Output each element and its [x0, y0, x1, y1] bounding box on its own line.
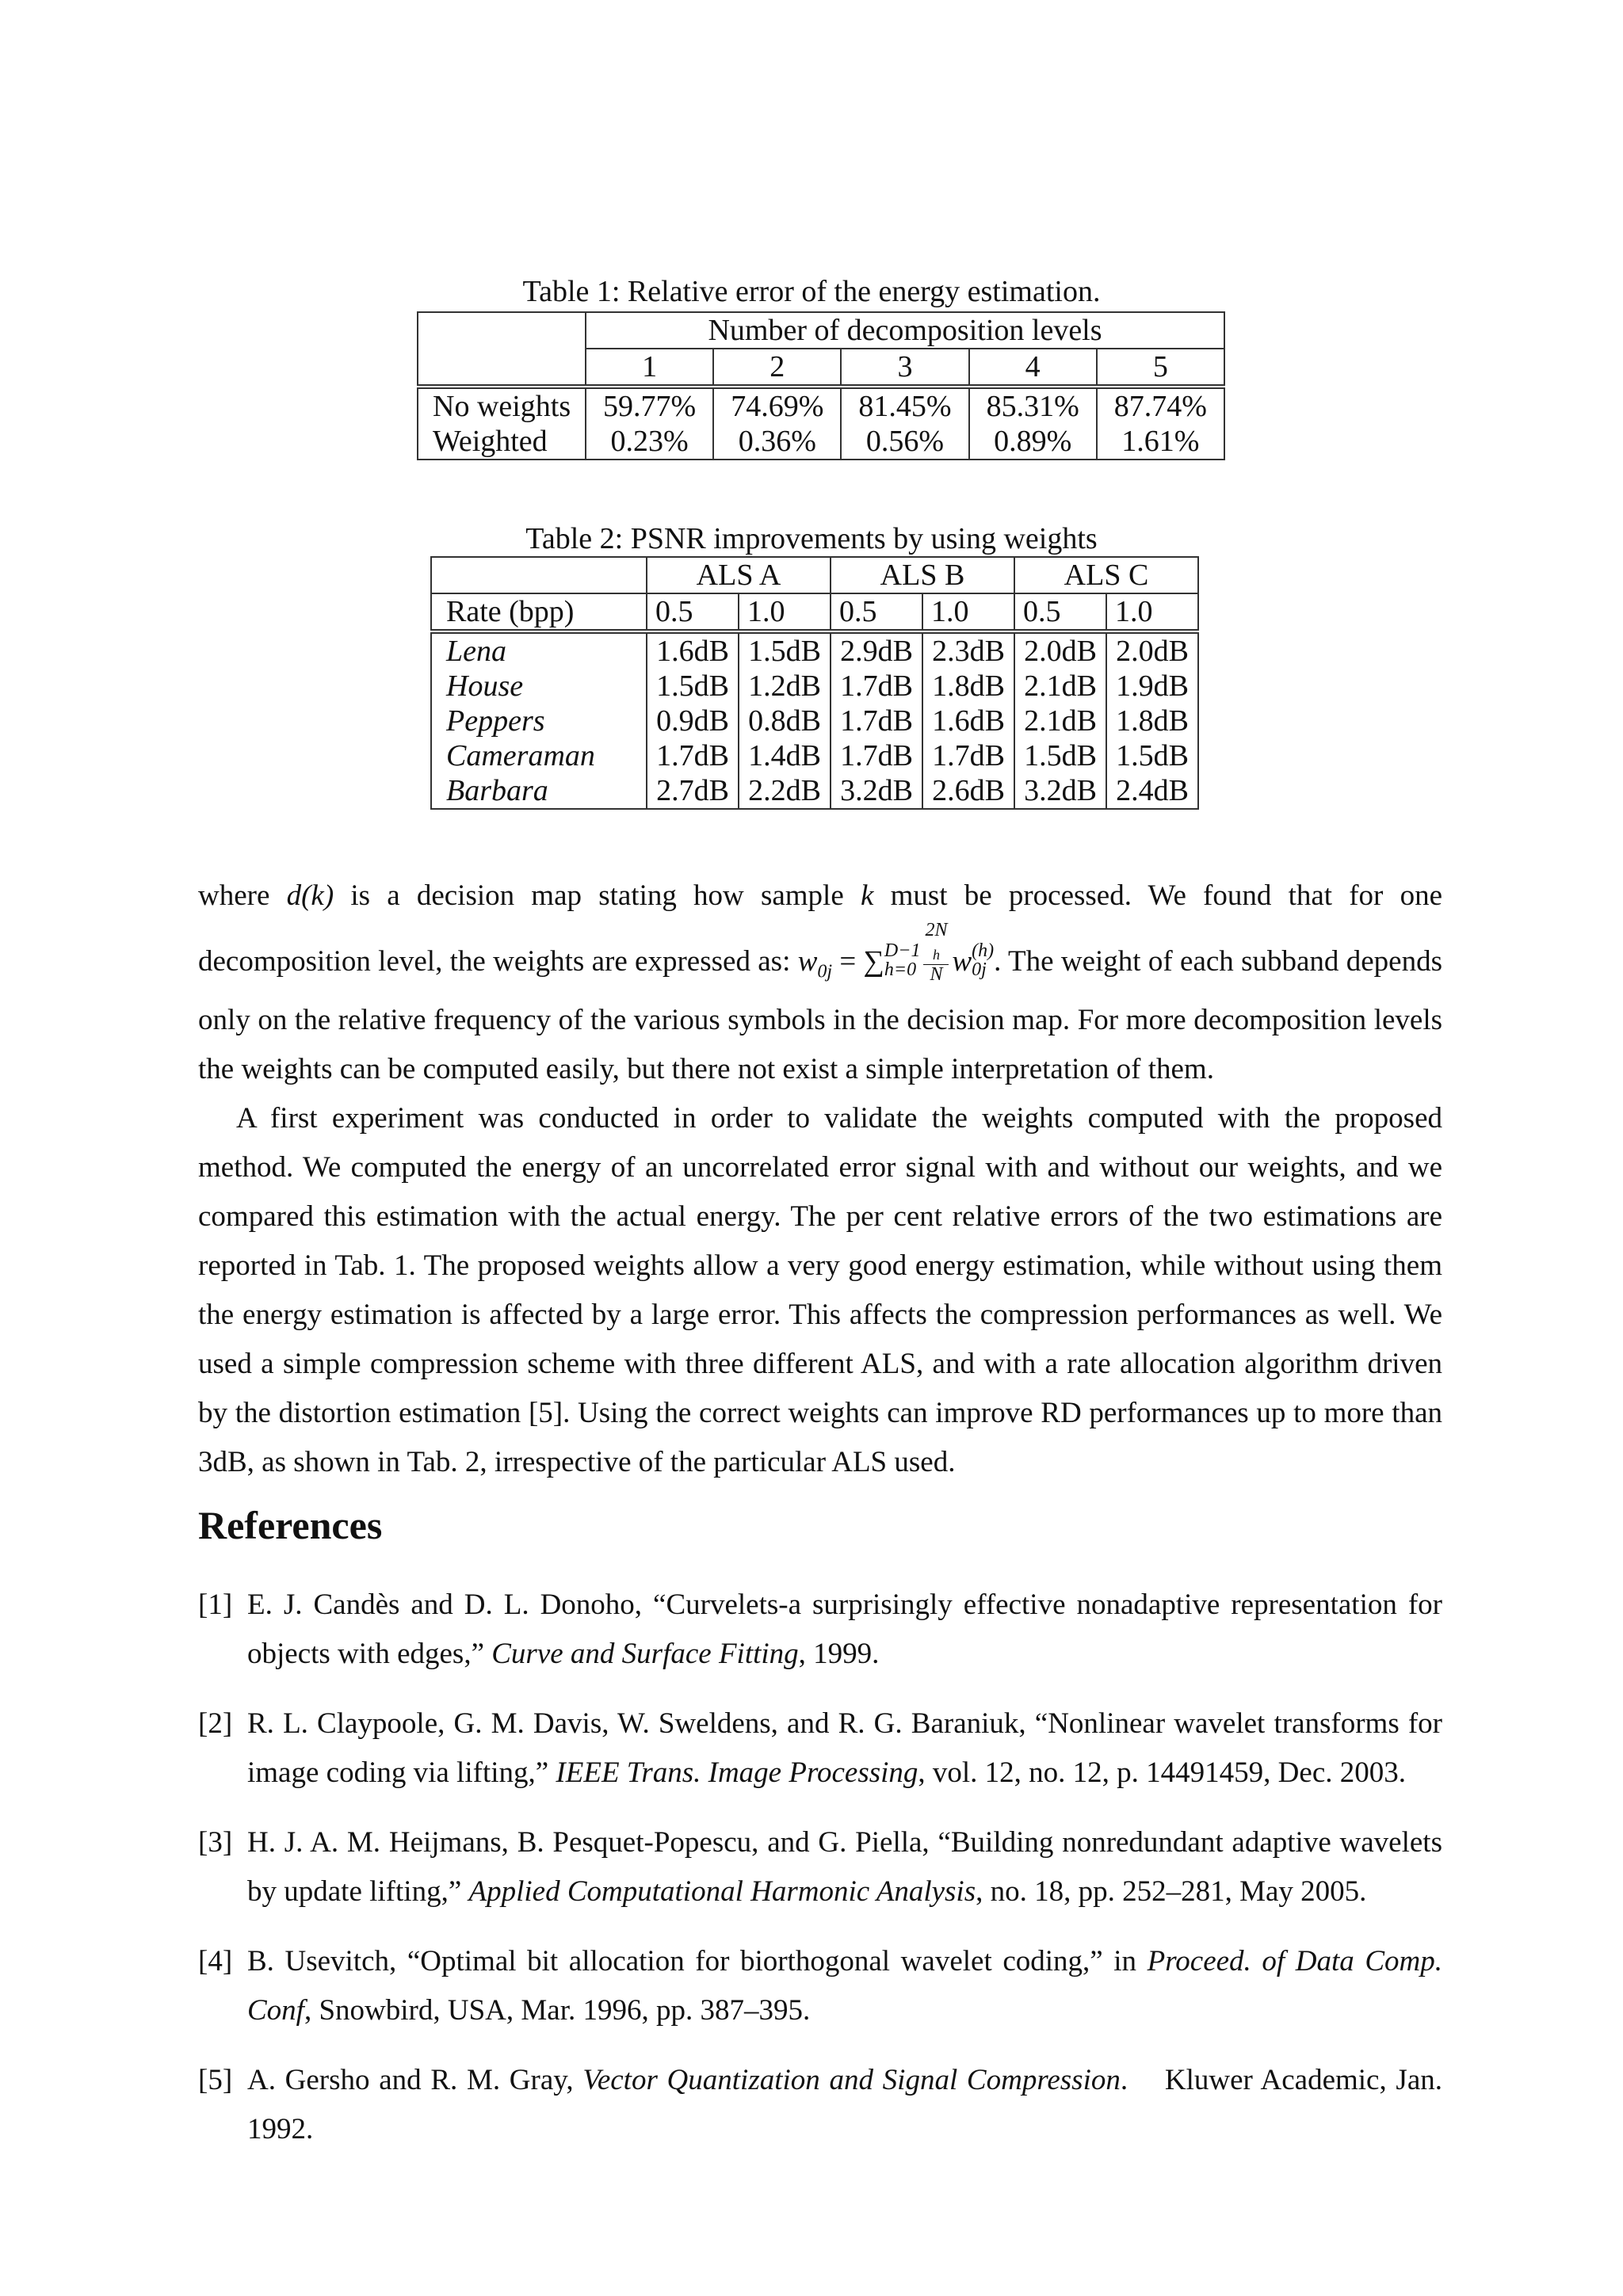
body-text	[198, 871, 1442, 1487]
reference-item	[198, 2056, 1450, 2154]
reference-item	[198, 1581, 1442, 1679]
table-cell: 2.9dB	[831, 631, 922, 669]
table1-caption: Table 1: Relative error of the energy estimation.	[522, 275, 1101, 308]
reference-item	[198, 1937, 1442, 2035]
table-row	[418, 387, 1224, 424]
fraction-denominator: N	[930, 963, 943, 985]
reference-authors-title: R. L. Claypoole, G. M. Davis, W. Sweldens, and R. G. Baraniuk, “Nonlinear wavelet transforms for image coding via lifting,”	[247, 1707, 1442, 1789]
table-cell: 1.7dB	[647, 738, 739, 773]
fraction-numerator	[923, 921, 949, 965]
table1-corner	[418, 312, 586, 387]
reference-details: , Snowbird, USA, Mar. 1996, pp. 387–395.	[304, 1994, 811, 2027]
reference-venue: Proceed. of Data Comp. Conf	[247, 1945, 1442, 2027]
row-label: Cameraman	[431, 738, 647, 773]
sum-upper: D−1	[884, 940, 921, 961]
table1-level: 5	[1097, 349, 1224, 387]
table-cell: 0.36%	[713, 424, 841, 460]
table-cell: 59.77%	[586, 387, 713, 424]
reference-number: [4]	[198, 1945, 233, 1978]
reference-authors-title: A. Gersho and R. M. Gray,	[247, 2064, 583, 2096]
table-cell: 2.3dB	[922, 631, 1014, 669]
table2-rate: 1.0	[739, 593, 831, 631]
table-cell: 74.69%	[713, 387, 841, 424]
weight-formula	[797, 920, 995, 985]
reference-authors-title: E. J. Candès and D. L. Donoho, “Curvelets-a surprisingly effective nonadaptive representation for objects with edges,”	[247, 1589, 1442, 1670]
table2-rate: 0.5	[831, 593, 922, 631]
references-heading: References	[198, 1503, 383, 1547]
formula-sub: 0j	[972, 959, 987, 980]
table2-rate: 0.5	[1014, 593, 1106, 631]
table-row	[431, 669, 1198, 704]
table2-rate: 0.5	[647, 593, 739, 631]
table2-group: ALS B	[831, 557, 1014, 593]
formula-sub: 0j	[817, 961, 833, 982]
formula-sup: (h)	[972, 940, 995, 961]
table-row	[431, 773, 1198, 809]
formula-part: 2N	[925, 920, 948, 940]
table-cell: 1.6dB	[647, 631, 739, 669]
row-label: Barbara	[431, 773, 647, 809]
table2-rate: 1.0	[922, 593, 1014, 631]
table-cell: 2.1dB	[1014, 704, 1106, 738]
formula-sub: h	[932, 946, 940, 963]
table1-level: 2	[713, 349, 841, 387]
table2-rate: 1.0	[1106, 593, 1198, 631]
table2-corner	[431, 557, 647, 593]
table2-group: ALS C	[1014, 557, 1198, 593]
text-run: must be processed. We found that for one decomposition level, the weights are expressed as:	[198, 879, 1442, 978]
reference-text	[247, 1699, 1442, 1798]
table-cell: 1.5dB	[647, 669, 739, 704]
table-cell: 1.5dB	[1106, 738, 1198, 773]
reference-number: [1]	[198, 1589, 233, 1621]
table-cell: 0.56%	[841, 424, 968, 460]
table-cell: 1.7dB	[831, 704, 922, 738]
reference-details: . Kluwer Academic, Jan. 1992.	[247, 2064, 1450, 2145]
table1	[417, 311, 1225, 460]
table-row	[431, 631, 1198, 669]
reference-details: , no. 18, pp. 252–281, May 2005.	[976, 1875, 1367, 1908]
table-cell: 1.7dB	[922, 738, 1014, 773]
references-list	[198, 1581, 1450, 2175]
reference-text	[247, 1581, 1442, 1679]
table-cell: 85.31%	[969, 387, 1097, 424]
table-row	[431, 738, 1198, 773]
table-cell: 1.4dB	[739, 738, 831, 773]
reference-details: , 1999.	[798, 1638, 880, 1670]
row-label: Weighted	[418, 424, 586, 460]
table2-caption: Table 2: PSNR improvements by using weights	[525, 522, 1098, 555]
reference-venue: IEEE Trans. Image Processing	[556, 1756, 918, 1789]
w-indices	[972, 941, 994, 979]
formula-part: w	[952, 944, 972, 978]
text-run: where	[198, 879, 287, 912]
table2-rate-label: Rate (bpp)	[431, 593, 647, 631]
table-cell: 2.7dB	[647, 773, 739, 809]
table-cell: 2.1dB	[1014, 669, 1106, 704]
sum-lower: h=0	[884, 959, 917, 980]
table-cell: 1.61%	[1097, 424, 1224, 460]
table-cell: 1.5dB	[739, 631, 831, 669]
table-cell: 2.0dB	[1106, 631, 1198, 669]
table-cell: 0.9dB	[647, 704, 739, 738]
reference-item	[198, 1699, 1442, 1798]
table1-level: 3	[841, 349, 968, 387]
text-run: is a decision map stating how sample	[334, 879, 861, 912]
row-label: Lena	[431, 631, 647, 669]
table-cell: 1.7dB	[831, 738, 922, 773]
table-cell: 1.2dB	[739, 669, 831, 704]
table-row	[418, 424, 1224, 460]
table-cell: 2.4dB	[1106, 773, 1198, 809]
reference-authors-title: B. Usevitch, “Optimal bit allocation for biorthogonal wavelet coding,” in	[247, 1945, 1148, 1978]
table-cell: 1.7dB	[831, 669, 922, 704]
row-label: House	[431, 669, 647, 704]
reference-details: , vol. 12, no. 12, p. 14491459, Dec. 2003.	[918, 1756, 1407, 1789]
sum-limits	[884, 941, 921, 979]
reference-number: [3]	[198, 1826, 233, 1859]
table1-group-header: Number of decomposition levels	[586, 312, 1224, 349]
math-k: k	[860, 879, 874, 912]
table-cell: 81.45%	[841, 387, 968, 424]
formula-part: w	[797, 944, 818, 978]
formula-sum: = ∑	[832, 944, 884, 978]
reference-venue: Curve and Surface Fitting	[491, 1638, 799, 1670]
reference-item	[198, 1818, 1442, 1917]
table-cell: 2.6dB	[922, 773, 1014, 809]
paragraph-1	[198, 871, 1442, 1094]
table-cell: 2.0dB	[1014, 631, 1106, 669]
table-cell: 0.23%	[586, 424, 713, 460]
reference-text	[247, 1937, 1442, 2035]
table-cell: 1.8dB	[1106, 704, 1198, 738]
row-label: No weights	[418, 387, 586, 424]
paragraph-2: A first experiment was conducted in order to validate the weights computed with the proposed method. We computed the energy of an uncorrelated error signal with and without our weights, and we compared this estimation with the actual energy. The per cent relative errors of the two estimations are reported in Tab. 1. The proposed weights allow a very good energy estimation, while without using them the energy estimation is affected by a large error. This affects the compression performances as well. We used a simple compression scheme with three different ALS, and with a rate allocation algorithm driven by the distortion estimation [5]. Using the correct weights can improve RD performances up to more than 3dB, as shown in Tab. 2, irrespective of the particular ALS used.	[198, 1102, 1442, 1479]
table1-level: 1	[586, 349, 713, 387]
table-cell: 2.2dB	[739, 773, 831, 809]
table2	[430, 556, 1199, 810]
table-cell: 1.9dB	[1106, 669, 1198, 704]
text-run: . The weight of each subband depends only on the relative frequency of the various symbols in the decision map. For more decomposition levels the weights can be computed easily, but there not exist a simple interpretation of them.	[198, 944, 1442, 1086]
table-cell: 87.74%	[1097, 387, 1224, 424]
table-cell: 1.5dB	[1014, 738, 1106, 773]
table-row	[431, 704, 1198, 738]
table1-level: 4	[969, 349, 1097, 387]
reference-number: [2]	[198, 1707, 233, 1740]
table2-group: ALS A	[647, 557, 831, 593]
reference-text	[247, 2056, 1450, 2154]
reference-authors-title: H. J. A. M. Heijmans, B. Pesquet-Popescu, and G. Piella, “Building nonredundant adaptive wavelets by update lifting,”	[247, 1826, 1442, 1908]
reference-text	[247, 1818, 1442, 1917]
math-dk: d(k)	[286, 879, 334, 912]
row-label: Peppers	[431, 704, 647, 738]
table-cell: 3.2dB	[831, 773, 922, 809]
table-cell: 1.6dB	[922, 704, 1014, 738]
table-cell: 0.89%	[969, 424, 1097, 460]
reference-venue: Vector Quantization and Signal Compression	[582, 2064, 1121, 2096]
table-cell: 0.8dB	[739, 704, 831, 738]
table-cell: 1.8dB	[922, 669, 1014, 704]
fraction	[923, 921, 949, 984]
table-cell: 3.2dB	[1014, 773, 1106, 809]
reference-number: [5]	[198, 2064, 233, 2096]
reference-venue: Applied Computational Harmonic Analysis	[468, 1875, 976, 1908]
